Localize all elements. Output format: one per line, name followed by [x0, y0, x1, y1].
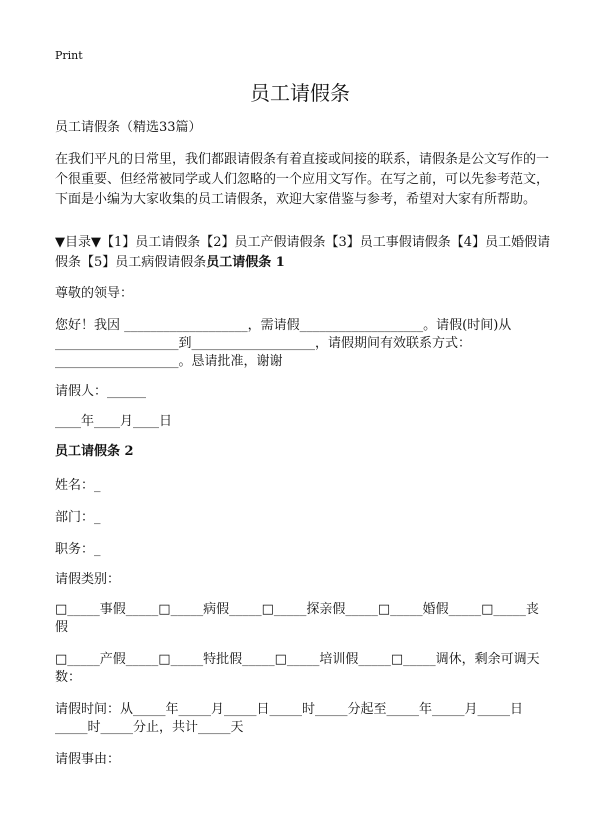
name-field: 姓名：_	[55, 478, 101, 493]
letter1-body-line1: 您好！我因 ___________________，需请假___________________。请假(时间)从	[55, 318, 512, 333]
leave-reason-label: 请假事由：	[55, 752, 121, 767]
leave-type-line1: □_____事假_____□_____病假_____□_____探亲假_____□_____婚假_____□_____丧	[55, 602, 539, 617]
section-2-heading: 员工请假条 2	[55, 444, 134, 459]
section-1-heading: 员工请假条 1	[206, 255, 285, 270]
subtitle: 员工请假条（精选33篇）	[55, 120, 202, 135]
leave-time-line1: 请假时间：从_____年_____月_____日_____时_____分起至_____年_____月_____日	[55, 702, 524, 717]
toc-links[interactable]: ▼目录▼【1】员工请假条【2】员工产假请假条【3】员工事假请假条【4】员工婚假请假条【5】员工病假请假条	[55, 235, 551, 270]
letter1-body-line2: ___________________到___________________，请假期间有效联系方式：	[55, 336, 472, 351]
department-field: 部门：_	[55, 510, 101, 525]
letter1-body-line3: ___________________。恳请批准，谢谢	[55, 354, 283, 369]
signer-line: 请假人：______	[55, 384, 147, 399]
leave-type-line2-cont: 数：	[55, 670, 82, 685]
greeting: 尊敬的领导：	[55, 286, 134, 301]
position-field: 职务：_	[55, 542, 101, 557]
page-title: 员工请假条	[250, 81, 350, 105]
leave-type-line2: □_____产假_____□_____特批假_____□_____培训假_____□_____调休，剩余可调天	[55, 652, 540, 667]
table-of-contents[interactable]	[55, 233, 551, 273]
leave-type-line1-cont: 假	[55, 620, 69, 635]
intro-paragraph: 在我们平凡的日常里，我们都跟请假条有着直接或间接的联系，请假条是公文写作的一个很重要、但经常被同学或人们忽略的一个应用文写作。在写之前，可以先参考范文，下面是小编为大家收集的员工请假条，欢迎大家借鉴与参考，希望对大家有所帮助。	[55, 152, 550, 207]
leave-type-label: 请假类别：	[55, 572, 121, 587]
date-line: ____年____月____日	[55, 414, 173, 429]
leave-time-line2: _____时_____分止，共计_____天	[55, 720, 244, 735]
print-link[interactable]: Print	[55, 49, 83, 62]
